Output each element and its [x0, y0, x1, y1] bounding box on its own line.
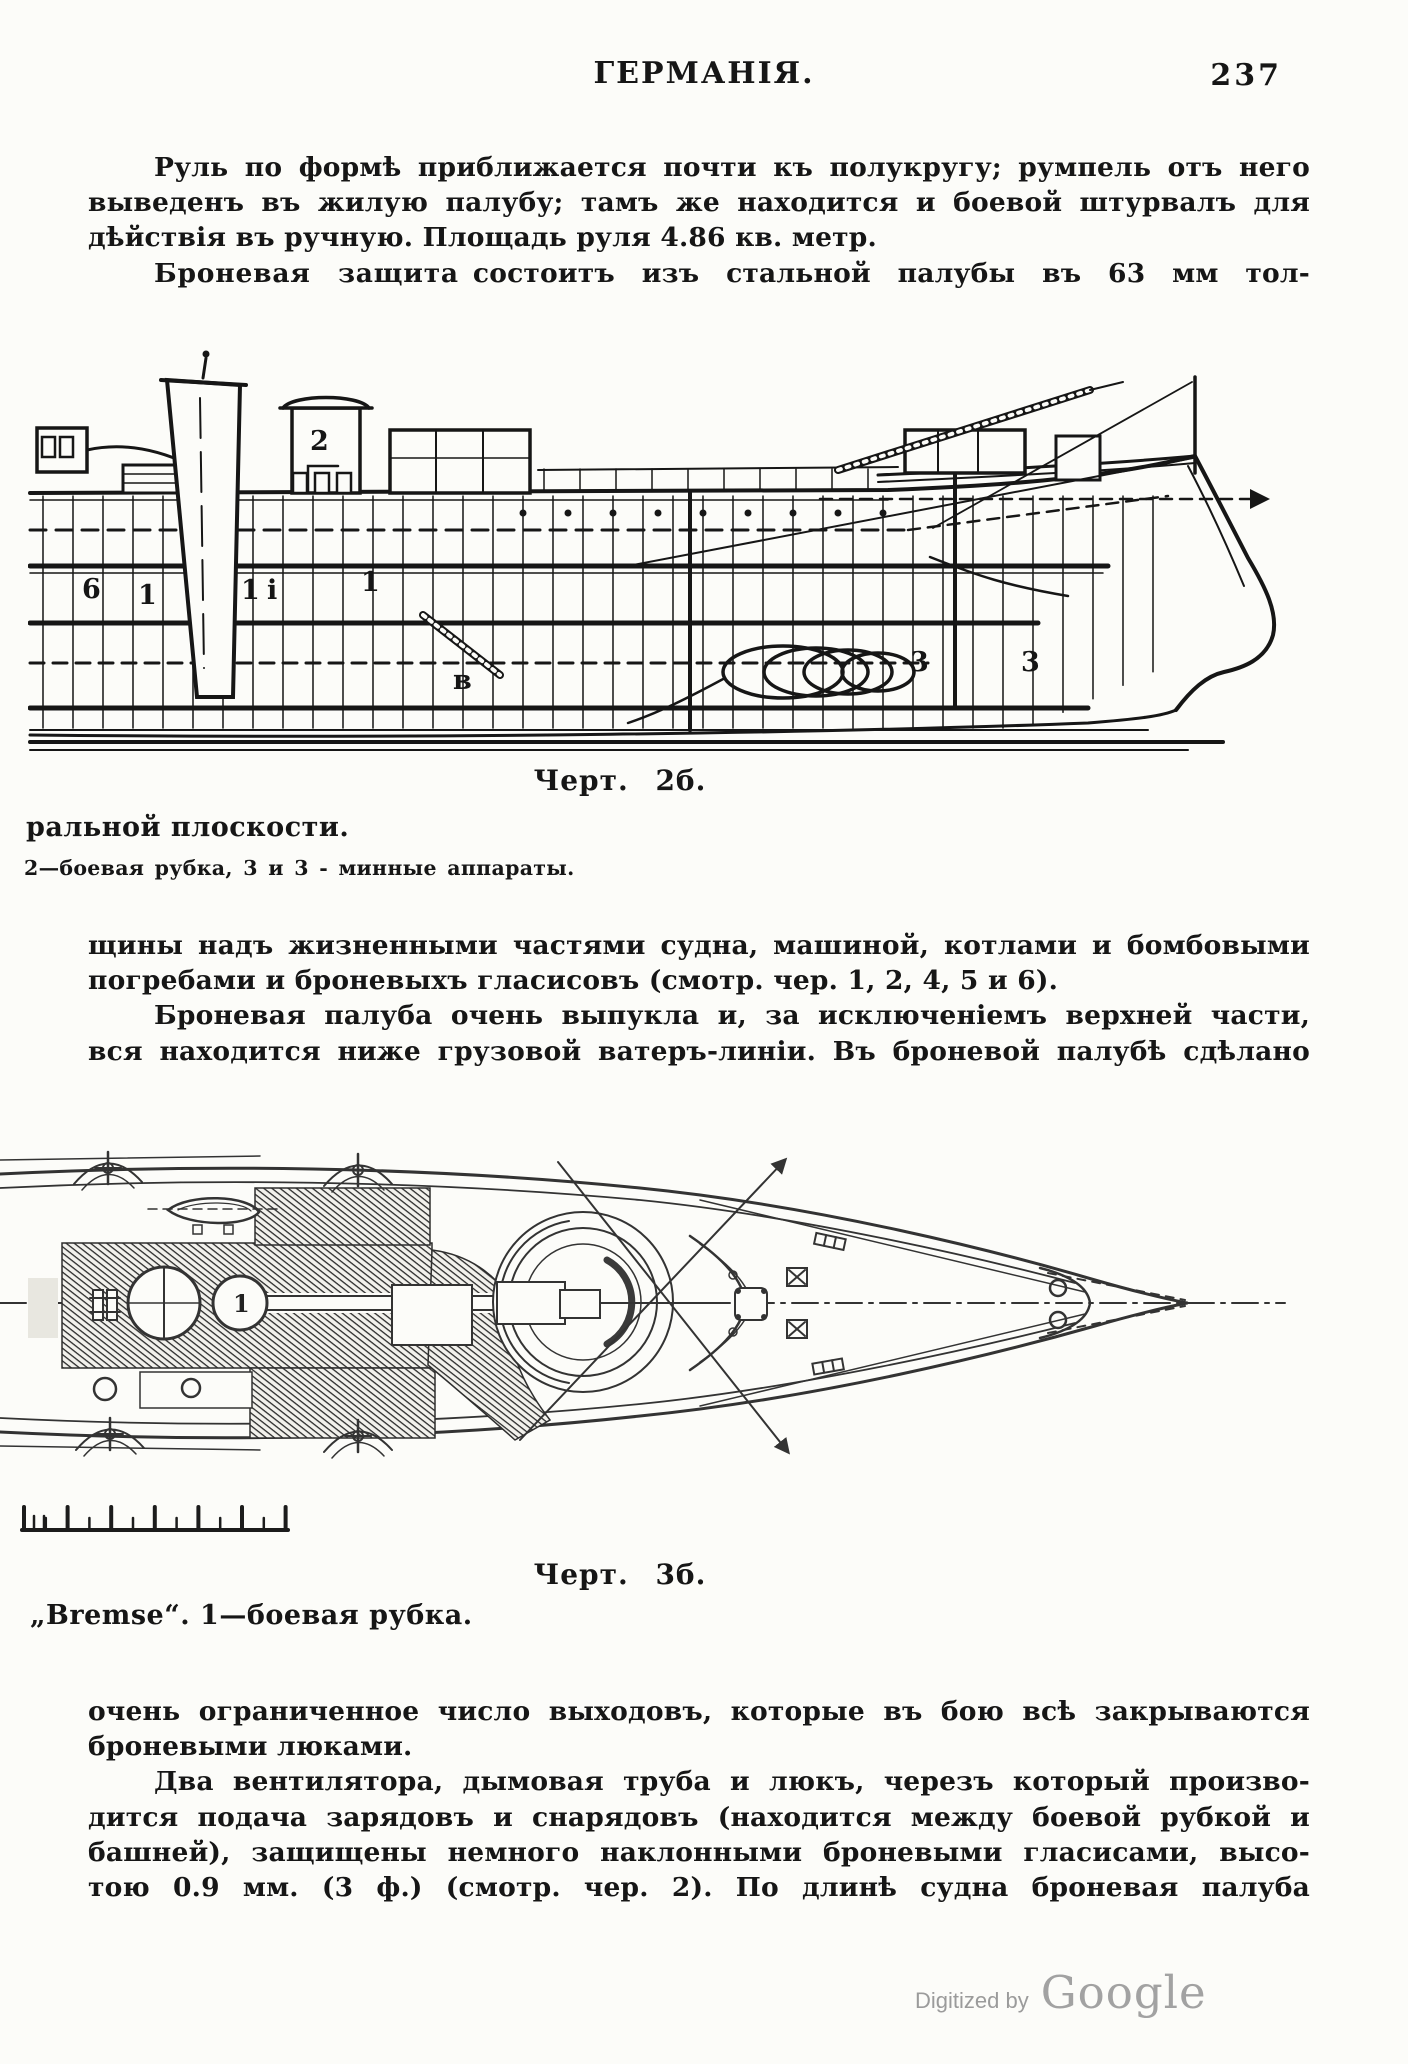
- label-compartment: 6: [82, 574, 101, 605]
- label-compartment: 1: [138, 580, 157, 611]
- text-line: выведенъ въ жилую палубу; тамъ же находится и боевой штурвалъ для: [88, 187, 1310, 219]
- barbette-passage: [392, 1285, 472, 1345]
- diagram-line: [520, 510, 527, 517]
- label-torpedo-tube: 3: [910, 647, 929, 678]
- deck-plate: [28, 1278, 58, 1338]
- text-line: Броневая палуба очень выпукла и, за исключеніемъ верхней части,: [154, 1000, 1310, 1032]
- diagram-line: [700, 510, 707, 517]
- figure-deck-plan: [0, 1140, 1300, 1540]
- hull-plan-view: [0, 1152, 1285, 1530]
- diagram-line: [565, 510, 572, 517]
- text-line: тою 0.9 мм. (3 ф.) (смотр. чер. 2). По длинѣ судна броневая палуба: [88, 1872, 1310, 1904]
- diagram-line: [835, 510, 842, 517]
- text-line: погребами и броневыхъ гласисовъ (смотр. чер. 1, 2, 4, 5 и 6).: [88, 965, 1059, 997]
- hull-side-view: [30, 351, 1274, 751]
- bow-ram: [1176, 377, 1274, 710]
- figure1-legend: 2—боевая рубка, 3 и 3 - минные аппараты.: [24, 856, 575, 880]
- label-conning-tower-plan: 1: [233, 1289, 250, 1318]
- run-in-heading: Броневая защита: [154, 257, 459, 289]
- text-line: вся находится ниже грузовой ватеръ-линіи. Въ броневой палубѣ сдѣлано: [88, 1035, 1310, 1067]
- label-compartment: в: [453, 665, 472, 696]
- text-line: [88, 256, 1310, 291]
- digitized-watermark: [915, 1966, 1207, 2019]
- midship-deckhouse: [390, 430, 530, 493]
- watermark-text: Digitized by: [915, 1988, 1029, 2013]
- diagram-line: [880, 510, 887, 517]
- label-torpedo-tube: 3: [1021, 647, 1040, 678]
- davit-symbol: [324, 1154, 392, 1192]
- text-line: дѣйствія въ ручную. Площадь руля 4.86 кв. метр.: [88, 222, 877, 254]
- text-line: щины надъ жизненными частями судна, машиной, котлами и бомбовыми: [88, 930, 1310, 961]
- paragraph-hatches: [88, 1694, 1310, 1905]
- stern-deckhouse: [37, 428, 188, 493]
- label-compartment: 1: [361, 567, 380, 598]
- diagram-line: [790, 510, 797, 517]
- label-conning-tower: 2: [310, 426, 329, 457]
- diagram-line: [610, 510, 617, 517]
- text-line-rest: состоитъ изъ стальной палубы въ 63 мм тол-: [472, 257, 1310, 289]
- hatch-ring: [94, 1378, 116, 1400]
- hatch-ring: [182, 1379, 200, 1397]
- paragraph-armor: [88, 928, 1310, 1069]
- scale-bar: [22, 1507, 288, 1530]
- text-line: Руль по формѣ приближается почти къ полукругу; румпель отъ него: [154, 152, 1310, 183]
- figure-side-elevation: [28, 338, 1284, 760]
- diagram-line: [655, 510, 662, 517]
- railing-stanchions: [544, 469, 868, 491]
- google-logo: Google: [1040, 1966, 1207, 2019]
- page-number: 237: [1210, 58, 1282, 93]
- figure1-caption-continuation: ральной плоскости.: [26, 812, 350, 843]
- text-line: дится подача зарядовъ и снарядовъ (находится между боевой рубкой и: [88, 1801, 1310, 1833]
- label-compartment: і: [267, 575, 278, 606]
- page-title: ГЕРМАНІЯ.: [593, 56, 815, 91]
- text-line: башней), защищены немного наклонными броневыми гласисами, высо-: [88, 1836, 1310, 1868]
- text-line: очень ограниченное число выходовъ, которые въ бою всѣ закрываются: [88, 1696, 1310, 1727]
- diagram-line: [745, 510, 752, 517]
- text-line: Два вентилятора, дымовая труба и люкъ, черезъ который произво-: [154, 1766, 1310, 1798]
- inclined-funnel: [161, 351, 246, 698]
- bow-turret: [493, 1212, 720, 1392]
- rivet-dots: [520, 510, 887, 517]
- figure2-caption: Черт. 3б.: [533, 1558, 707, 1591]
- figure2-legend: „Bremse“. 1—боевая рубка.: [30, 1600, 473, 1631]
- figure1-caption: Черт. 2б.: [533, 764, 707, 797]
- paragraph-rudder: [88, 150, 1310, 291]
- text-line: броневыми люками.: [88, 1731, 413, 1763]
- label-compartment: 1: [241, 575, 260, 606]
- torpedo-net-coil: [628, 646, 914, 723]
